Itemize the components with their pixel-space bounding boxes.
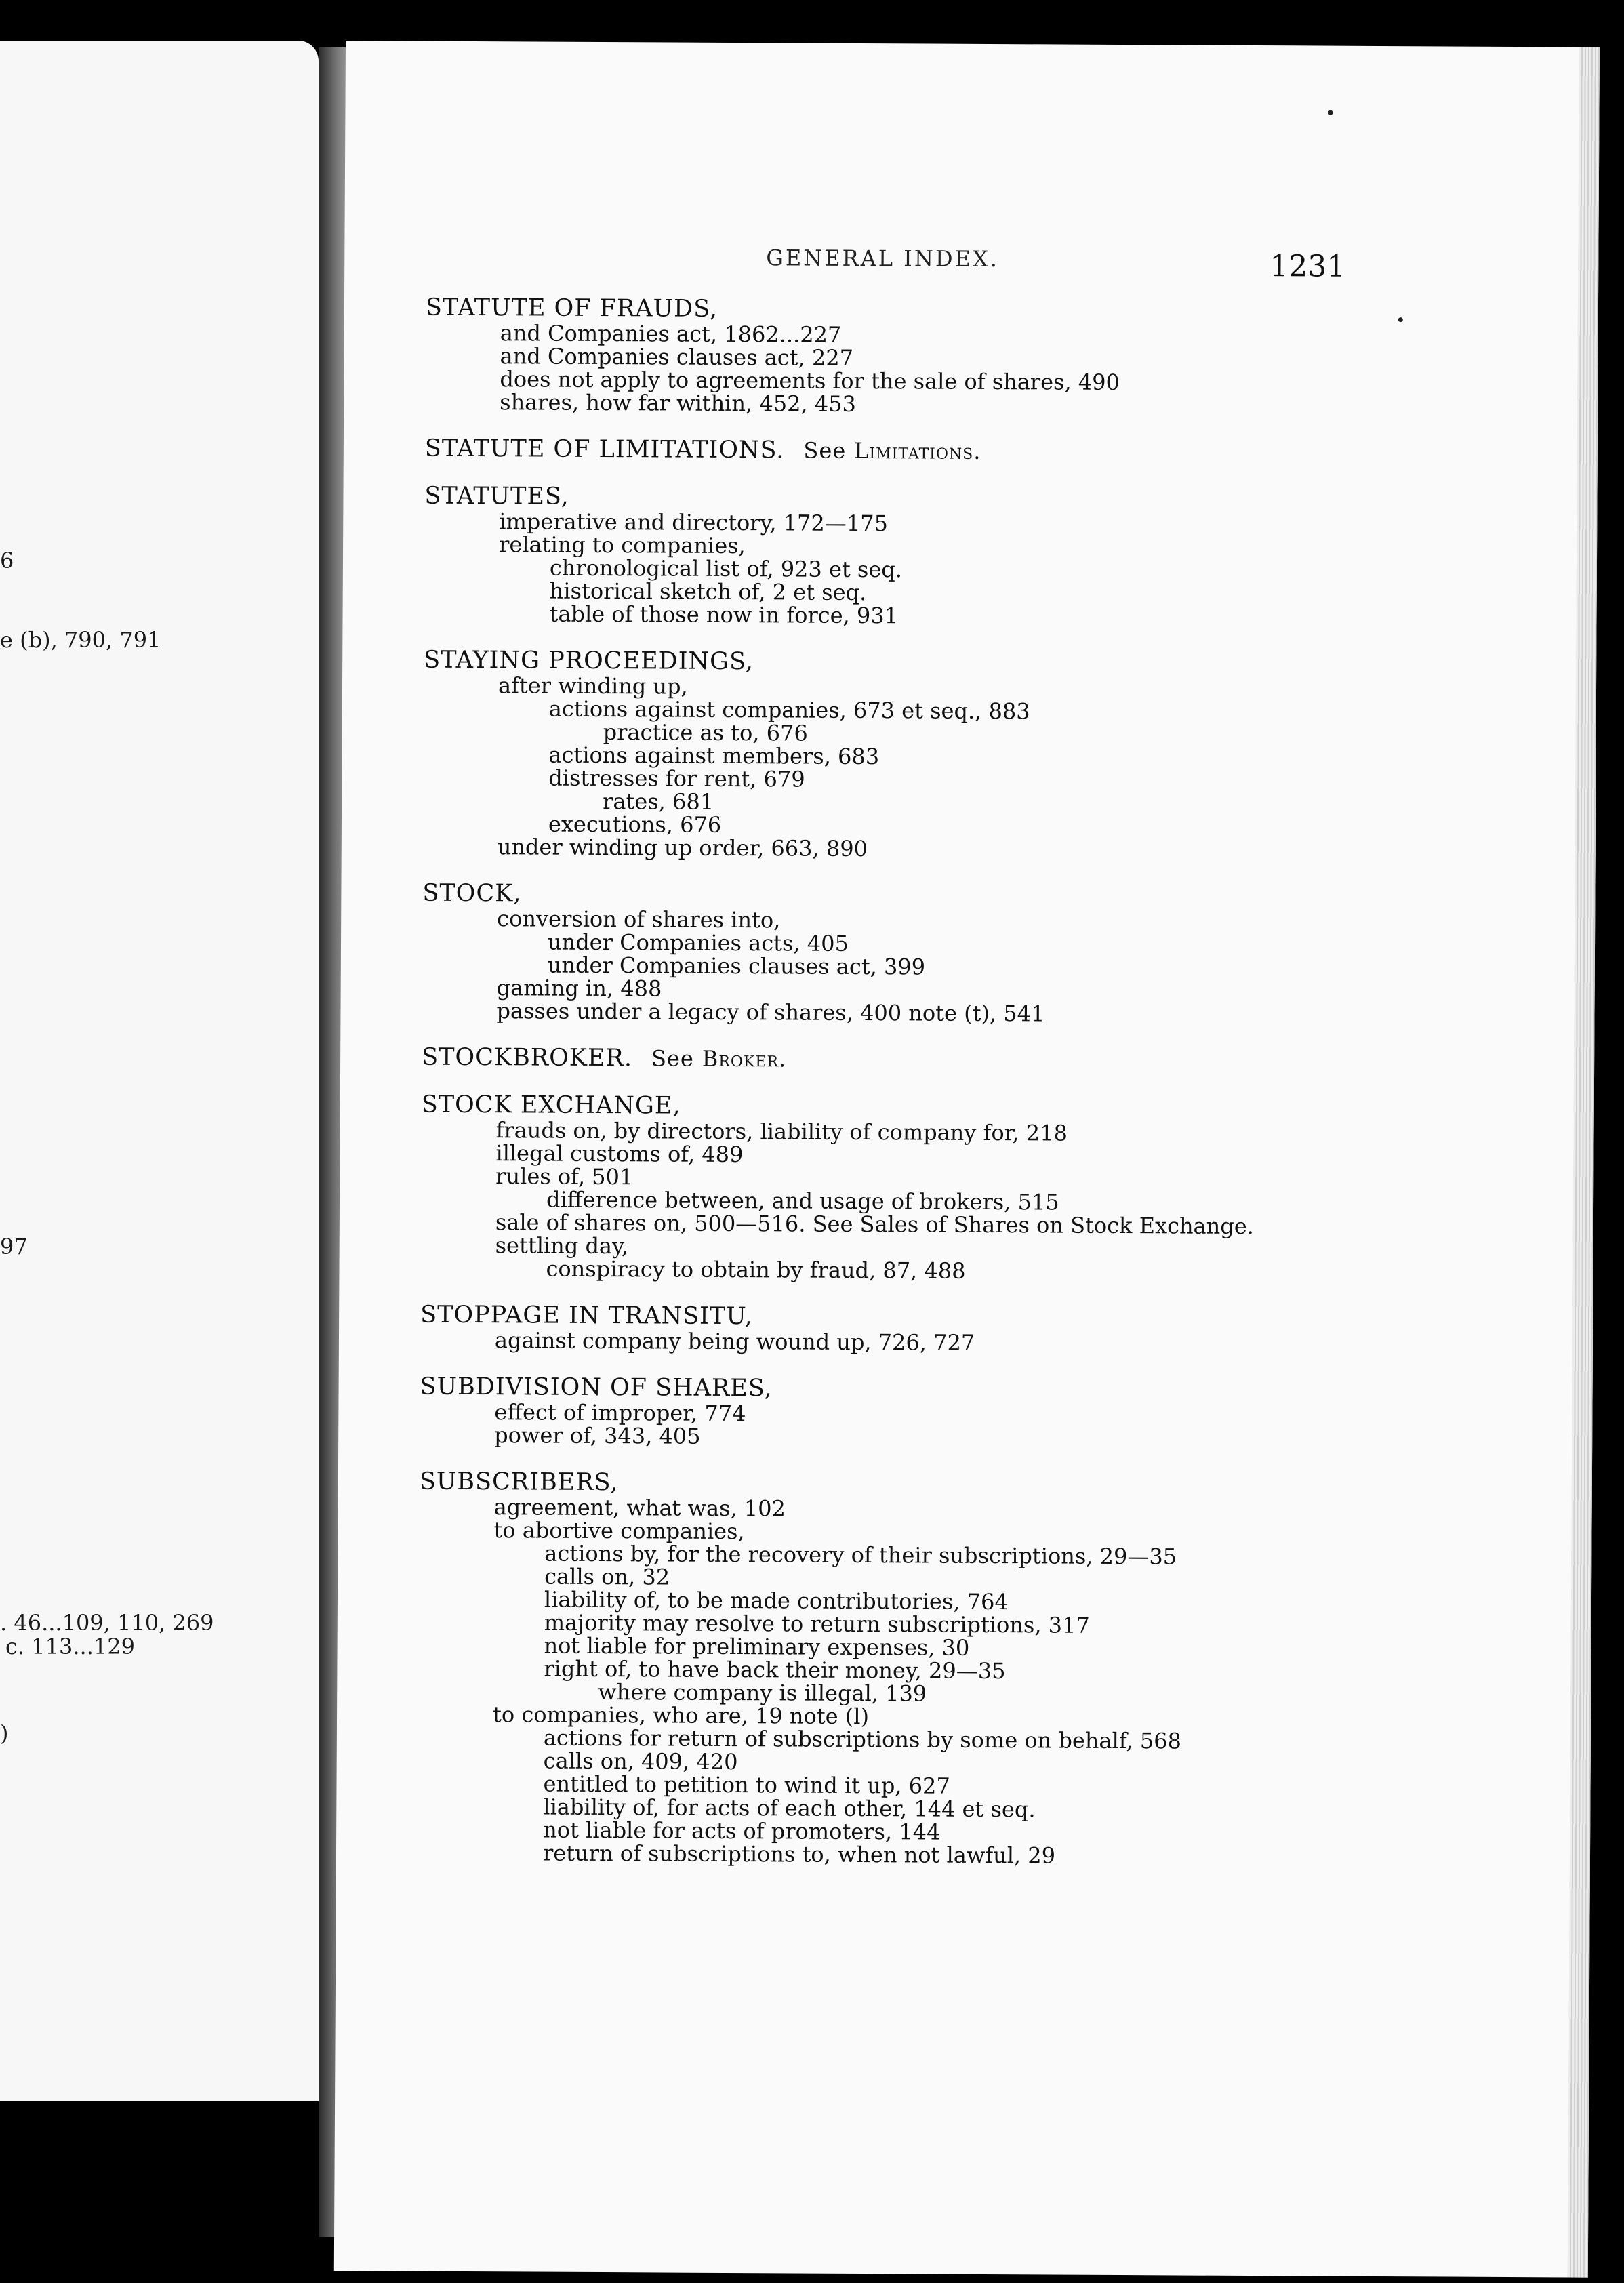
subentry: actions against members, 683: [548, 742, 880, 770]
subentry: under Companies acts, 405: [547, 929, 849, 956]
entry-heading: [425, 437, 1509, 466]
entry-heading-text: SUBDIVISION OF SHARES,: [420, 1373, 773, 1402]
entry-heading-text: STOCK EXCHANGE,: [421, 1091, 681, 1120]
entry-heading: [422, 1045, 1506, 1075]
subentry: to abortive companies,: [493, 1517, 745, 1545]
index-entry: [422, 881, 1507, 1028]
subentry: under winding up order, 663, 890: [497, 834, 868, 862]
subentry: settling day,: [495, 1232, 629, 1259]
see-reference: Broker.: [702, 1045, 787, 1072]
index-entry: [420, 1375, 1505, 1452]
left-facing-page: [0, 41, 319, 2101]
left-page-fragment: ): [0, 1720, 9, 1746]
subentry: relating to companies,: [499, 531, 746, 559]
subentry: rates, 681: [603, 788, 714, 815]
subentry: under Companies clauses act, 399: [547, 952, 926, 980]
subentry: majority may resolve to return subscriptions, 317: [544, 1609, 1090, 1638]
subentry: passes under a legacy of shares, 400 note (t), 541: [496, 998, 1045, 1027]
subentry: effect of improper, 774: [494, 1399, 746, 1427]
subentry: difference between, and usage of brokers, 515: [546, 1186, 1059, 1215]
left-page-fragment: c. 113...129: [5, 1634, 135, 1659]
subentry: sale of shares on, 500—516. See Sales of Shares on Stock Exchange.: [495, 1209, 1254, 1240]
index-entry: [422, 1045, 1506, 1075]
index-entry: [424, 484, 1509, 630]
subentry: and Companies clauses act, 227: [500, 343, 854, 371]
subentry: executions, 676: [548, 811, 722, 838]
entry-heading-text: STATUTES,: [424, 482, 569, 510]
index-entry: [420, 1093, 1505, 1285]
index-entry: [420, 1303, 1505, 1357]
page-number: 1231: [1270, 249, 1346, 284]
subentry: agreement, what was, 102: [493, 1494, 786, 1522]
subentry: power of, 343, 405: [494, 1422, 701, 1449]
subentry: chronological list of, 923 et seq.: [549, 554, 903, 583]
subentry: imperative and directory, 172—175: [499, 508, 889, 537]
subentry: actions against companies, 673 et seq., 883: [548, 695, 1030, 725]
subentry: frauds on, by directors, liability of company for, 218: [495, 1117, 1068, 1146]
subentry: and Companies act, 1862...227: [500, 320, 842, 348]
subentry: illegal customs of, 489: [495, 1140, 744, 1168]
subentry: practice as to, 676: [603, 719, 808, 746]
index-entry: [418, 1470, 1504, 1870]
entry-heading-text: STOCKBROKER.: [422, 1043, 633, 1072]
left-page-fragment: 6: [0, 548, 14, 573]
subentry: rules of, 501: [495, 1163, 634, 1190]
see-prefix: See: [651, 1045, 694, 1072]
subentry: right of, to have back their money, 29—35: [544, 1655, 1006, 1684]
index-entry: [425, 296, 1510, 419]
subentry: where company is illegal, 139: [598, 1678, 927, 1707]
see-prefix: See: [803, 437, 847, 464]
left-page-fragment: e (b), 790, 791: [0, 627, 161, 653]
subentry: against company being wound up, 726, 727: [494, 1327, 975, 1356]
subentry: table of those now in force, 931: [549, 601, 899, 629]
subentry: calls on, 32: [544, 1563, 670, 1590]
subentry: return of subscriptions to, when not lawful, 29: [542, 1840, 1056, 1869]
subentry: after winding up,: [498, 672, 688, 700]
subentry: conspiracy to obtain by fraud, 87, 488: [546, 1255, 966, 1284]
subentry: actions for return of subscriptions by some on behalf, 568: [543, 1724, 1182, 1754]
subentry: shares, how far within, 452, 453: [500, 389, 857, 417]
see-reference: Limitations.: [854, 437, 981, 464]
entry-heading-text: STATUTE OF LIMITATIONS.: [424, 435, 785, 464]
subentry: gaming in, 488: [496, 975, 662, 1002]
subentry: not liable for acts of promoters, 144: [543, 1817, 941, 1845]
index-entry: [423, 648, 1509, 864]
index-entries: [418, 296, 1510, 1893]
subentry: does not apply to agreements for the sale of shares, 490: [500, 366, 1120, 395]
subentry: liability of, to be made contributories, 764: [544, 1586, 1009, 1615]
index-entry: [425, 437, 1509, 466]
subentry: calls on, 409, 420: [543, 1747, 738, 1775]
page-edge: [1568, 47, 1600, 2278]
left-page-fragment: . 46...109, 110, 269: [0, 1610, 214, 1636]
left-page-fragment: 97: [0, 1234, 28, 1259]
subentry: actions by, for the recovery of their subscriptions, 29—35: [544, 1540, 1177, 1570]
index-page: [334, 41, 1600, 2278]
entry-heading-text: STOCK,: [422, 879, 522, 908]
subentry: liability of, for acts of each other, 144 et seq.: [543, 1794, 1036, 1823]
entry-heading-text: SUBSCRIBERS,: [419, 1468, 619, 1497]
entry-heading-text: STATUTE OF FRAUDS,: [425, 294, 718, 323]
speck: [1328, 110, 1333, 115]
subentry: entitled to petition to wind it up, 627: [543, 1771, 950, 1799]
subentry: conversion of shares into,: [497, 906, 781, 933]
subentry: historical sketch of, 2 et seq.: [549, 578, 867, 606]
subentry: to companies, who are, 19 note (l): [492, 1701, 870, 1730]
subentry: distresses for rent, 679: [548, 765, 805, 792]
entry-heading-text: STOPPAGE IN TRANSITU,: [420, 1301, 753, 1331]
entry-heading-text: STAYING PROCEEDINGS,: [424, 646, 754, 676]
subentry: not liable for preliminary expenses, 30: [544, 1632, 970, 1661]
running-head: GENERAL INDEX.: [766, 245, 999, 272]
